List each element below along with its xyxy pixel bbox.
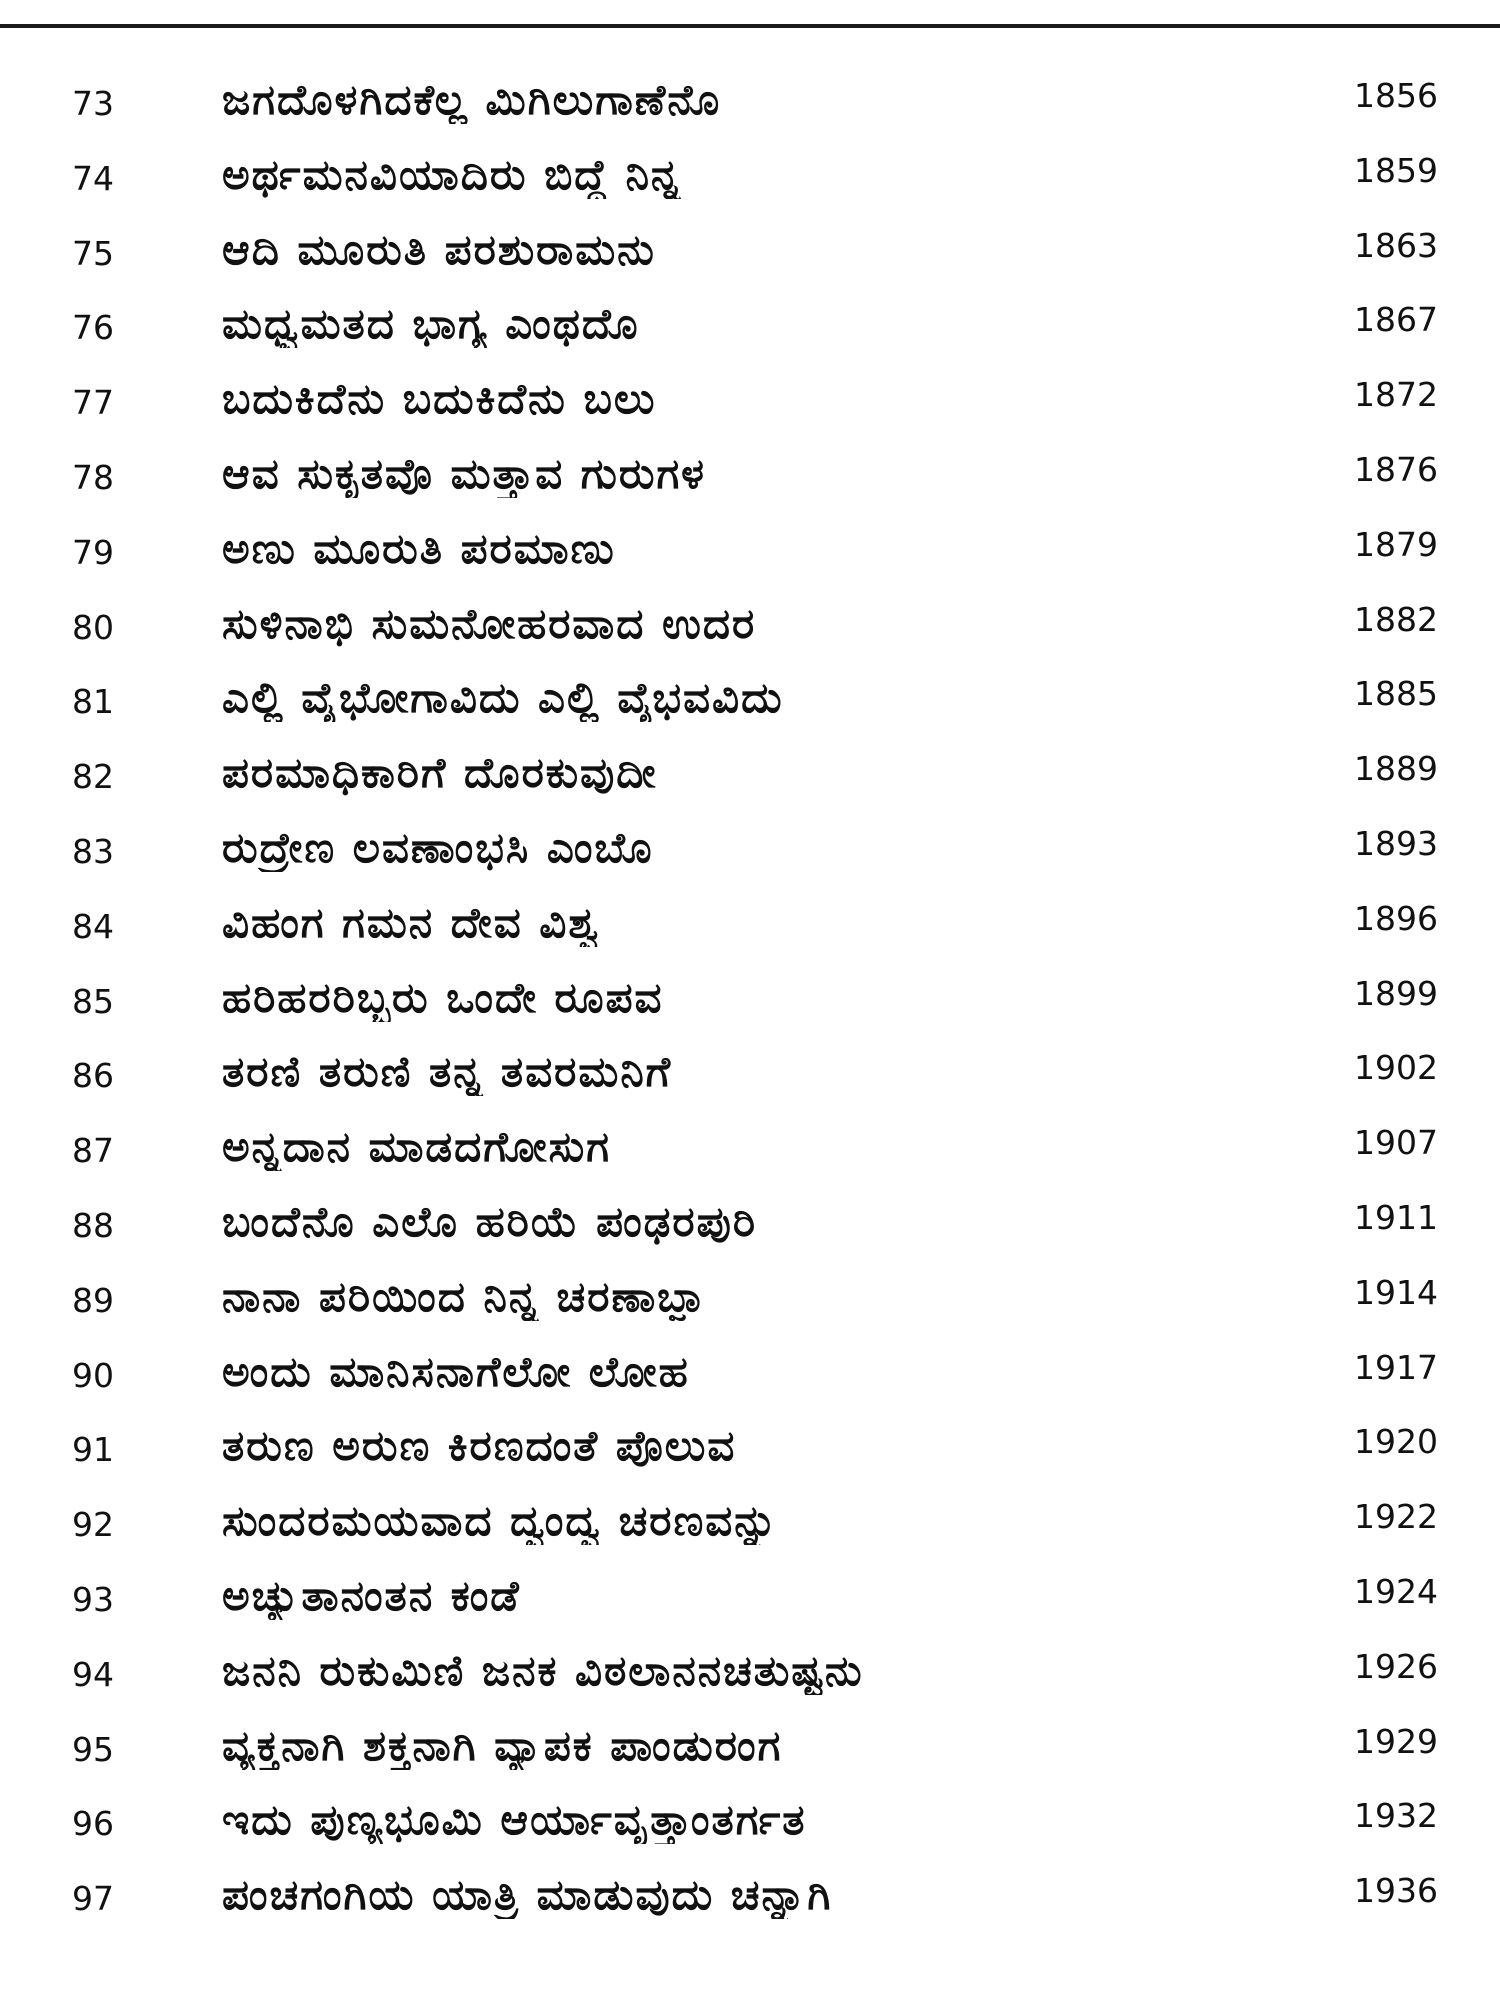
entry-number: 92 <box>72 1505 114 1545</box>
entry-page-number: 1899 <box>1354 973 1438 1013</box>
entry-page-number: 1907 <box>1354 1123 1438 1163</box>
entry-page-number: 1879 <box>1354 524 1438 564</box>
index-row <box>0 137 1500 212</box>
entry-title: ತರುಣ ಅರುಣ ಕಿರಣದಂತೆ ಪೊಲುವ <box>222 1422 737 1471</box>
entry-title: ಜನನಿ ರುಕುಮಿಣಿ ಜನಕ ವಿಠಲಾನನಚತುಷ್ಟನು <box>222 1646 864 1695</box>
entry-number: 77 <box>72 383 114 423</box>
index-row <box>0 436 1500 511</box>
entry-title: ರುದ್ರೇಣ ಲವಣಾಂಭಸಿ ಎಂಬೊ <box>222 823 654 872</box>
entry-page-number: 1893 <box>1354 823 1438 863</box>
entry-number: 85 <box>72 981 114 1021</box>
entry-title: ಆದಿ ಮೂರುತಿ ಪರಶುರಾಮನು <box>222 225 656 274</box>
entry-number: 73 <box>72 84 114 123</box>
index-row <box>0 1184 1500 1259</box>
entry-number: 94 <box>72 1654 114 1694</box>
entry-number: 91 <box>72 1430 114 1470</box>
entry-title: ಇದು ಪುಣ್ಯಭೂಮಿ ಆರ್ಯಾವೃತ್ತಾಂತರ್ಗತ <box>222 1796 807 1845</box>
entry-number: 84 <box>72 906 114 946</box>
entry-title: ತರಣಿ ತರುಣಿ ತನ್ನ ತವರಮನಿಗೆ <box>222 1048 673 1097</box>
entry-title: ಮಧ್ವಮತದ ಭಾಗ್ಯ ಎಂಥದೊ <box>222 300 640 349</box>
index-list <box>0 62 1500 1932</box>
entry-page-number: 1911 <box>1354 1197 1438 1237</box>
entry-title: ಜಗದೊಳಗಿದಕೆಲ್ಲ ಮಿಗಿಲುಗಾಣೆನೊ <box>222 76 722 124</box>
entry-number: 80 <box>72 607 114 647</box>
entry-page-number: 1856 <box>1354 76 1438 115</box>
entry-title: ಸುಳಿನಾಭಿ ಸುಮನೋಹರವಾದ ಉದರ <box>222 599 757 648</box>
top-rule <box>0 24 1500 28</box>
index-row <box>0 1034 1500 1109</box>
entry-page-number: 1882 <box>1354 599 1438 639</box>
entry-page-number: 1863 <box>1354 225 1438 265</box>
index-row <box>0 1708 1500 1783</box>
entry-title: ಬಂದೆನೊ ಎಲೊ ಹರಿಯೆ ಪಂಢರಪುರಿ <box>222 1197 758 1246</box>
entry-page-number: 1902 <box>1354 1048 1438 1088</box>
entry-page-number: 1929 <box>1354 1721 1438 1761</box>
entry-title: ಅಚ್ಯುತಾನಂತನ ಕಂಡೆ <box>222 1571 521 1620</box>
entry-title: ವಿಹಂಗ ಗಮನ ದೇವ ವಿಶ್ವ <box>222 898 601 947</box>
index-row <box>0 1782 1500 1857</box>
entry-page-number: 1876 <box>1354 449 1438 489</box>
index-row <box>0 62 1500 137</box>
entry-title: ಬದುಕಿದೆನು ಬದುಕಿದೆನು ಬಲು <box>222 375 657 424</box>
index-row <box>0 1558 1500 1633</box>
entry-title: ಆವ ಸುಕೃತವೊ ಮತ್ತಾವ ಗುರುಗಳ <box>222 449 706 498</box>
index-row <box>0 212 1500 287</box>
entry-number: 81 <box>72 682 114 722</box>
entry-number: 74 <box>72 158 114 198</box>
entry-number: 86 <box>72 1056 114 1096</box>
entry-title: ಪಂಚಗಂಗಿಯ ಯಾತ್ರಿ ಮಾಡುವುದು ಚನ್ನಾಗಿ <box>222 1871 833 1920</box>
index-row <box>0 286 1500 361</box>
index-row <box>0 1334 1500 1409</box>
entry-number: 95 <box>72 1729 114 1769</box>
entry-number: 83 <box>72 831 114 871</box>
entry-page-number: 1889 <box>1354 749 1438 789</box>
index-row <box>0 586 1500 661</box>
entry-page-number: 1867 <box>1354 300 1438 340</box>
entry-page-number: 1926 <box>1354 1646 1438 1686</box>
entry-page-number: 1896 <box>1354 898 1438 938</box>
entry-title: ನಾನಾ ಪರಿಯಿಂದ ನಿನ್ನ ಚರಣಾಬ್ಜಾ <box>222 1272 706 1321</box>
index-row <box>0 1857 1500 1932</box>
entry-number: 82 <box>72 757 114 797</box>
index-row <box>0 1408 1500 1483</box>
index-row <box>0 1483 1500 1558</box>
index-row <box>0 1109 1500 1184</box>
index-row <box>0 1259 1500 1334</box>
entry-title: ಪರಮಾಧಿಕಾರಿಗೆ ದೊರಕುವುದೀ <box>222 749 658 798</box>
entry-title: ಸುಂದರಮಯವಾದ ದ್ವಂದ್ವ ಚರಣವನ್ನು <box>222 1497 779 1546</box>
index-row <box>0 1633 1500 1708</box>
entry-number: 89 <box>72 1280 114 1320</box>
index-row <box>0 735 1500 810</box>
entry-page-number: 1914 <box>1354 1272 1438 1312</box>
entry-title: ಅನ್ನದಾನ ಮಾಡದಗೋಸುಗ <box>222 1123 611 1172</box>
index-row <box>0 660 1500 735</box>
entry-title: ಅರ್ಥಮನವಿಯಾದಿರು ಬಿದ್ದೆ ನಿನ್ನ <box>222 150 682 199</box>
entry-page-number: 1932 <box>1354 1796 1438 1836</box>
entry-page-number: 1917 <box>1354 1347 1438 1387</box>
entry-title: ಹರಿಹರರಿಬ್ಬರು ಒಂದೇ ರೂಪವ <box>222 973 664 1022</box>
entry-number: 87 <box>72 1131 114 1171</box>
entry-number: 79 <box>72 532 114 572</box>
index-row <box>0 361 1500 436</box>
entry-number: 90 <box>72 1355 114 1395</box>
entry-page-number: 1885 <box>1354 674 1438 714</box>
index-row <box>0 511 1500 586</box>
entry-number: 88 <box>72 1205 114 1245</box>
entry-number: 97 <box>72 1879 114 1919</box>
entry-page-number: 1872 <box>1354 375 1438 415</box>
entry-number: 96 <box>72 1804 114 1844</box>
entry-number: 93 <box>72 1579 114 1619</box>
entry-page-number: 1922 <box>1354 1497 1438 1537</box>
entry-number: 75 <box>72 233 114 273</box>
entry-page-number: 1924 <box>1354 1571 1438 1611</box>
index-row <box>0 885 1500 960</box>
entry-title: ವ್ಯಕ್ತನಾಗಿ ಶಕ್ತನಾಗಿ ವ್ಯಾಪಕ ಪಾಂಡುರಂಗ <box>222 1721 783 1770</box>
entry-page-number: 1859 <box>1354 150 1438 190</box>
index-row <box>0 960 1500 1035</box>
entry-number: 76 <box>72 308 114 348</box>
entry-title: ಅಂದು ಮಾನಿಸನಾಗೆಲೋ ಲೋಹ <box>222 1347 690 1396</box>
entry-page-number: 1920 <box>1354 1422 1438 1462</box>
entry-page-number: 1936 <box>1354 1871 1438 1911</box>
entry-number: 78 <box>72 457 114 497</box>
entry-title: ಎಲ್ಲಿ ವೈಭೋಗಾವಿದು ಎಲ್ಲಿ ವೈಭವವಿದು <box>222 674 784 723</box>
entry-title: ಅಣು ಮೂರುತಿ ಪರಮಾಣು <box>222 524 616 573</box>
index-row <box>0 810 1500 885</box>
